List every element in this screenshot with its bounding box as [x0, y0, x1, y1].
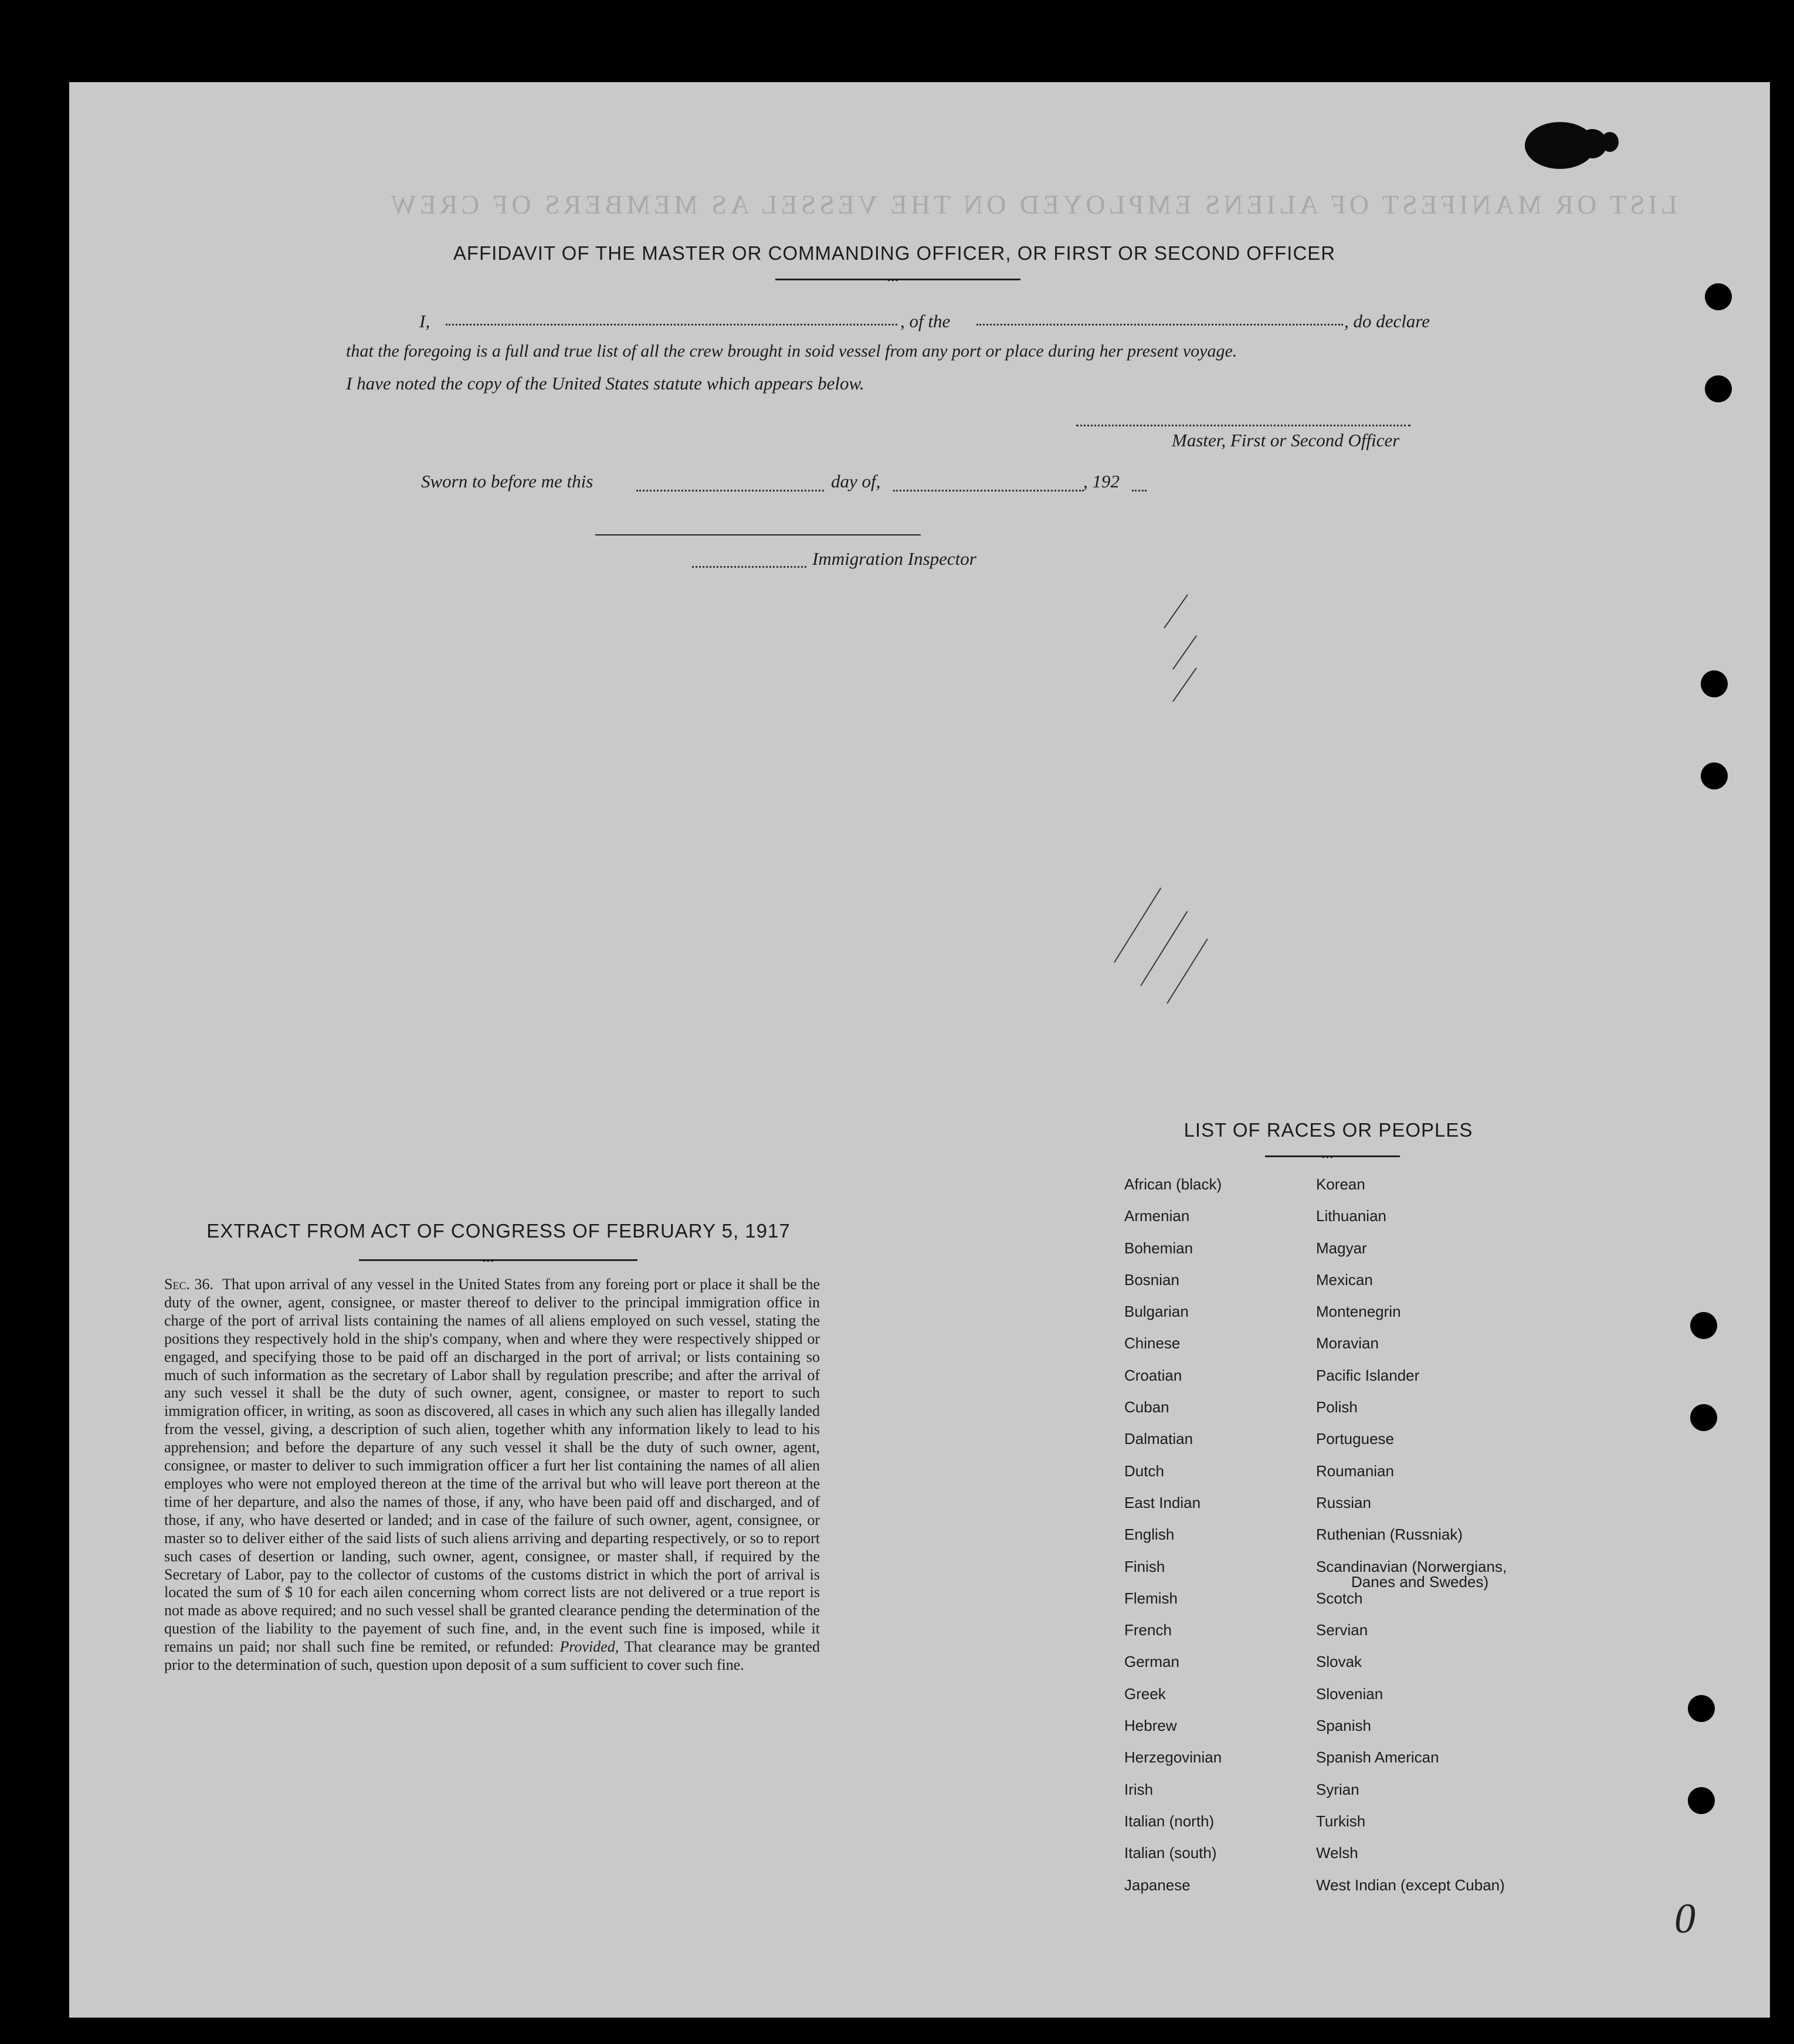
title-ornament-dots: •••: [887, 275, 900, 284]
vessel-blank[interactable]: [976, 317, 1343, 326]
inspector-name-blank[interactable]: [692, 559, 806, 568]
race-item: Scandinavian (Norwergians, Danes and Swedes): [1316, 1557, 1507, 1591]
affidavit-title: AFFIDAVIT OF THE MASTER OR COMMANDING OFFICER, OR FIRST OR SECOND OFFICER: [453, 242, 1336, 264]
race-item: Japanese: [1124, 1876, 1191, 1894]
race-item: Italian (north): [1124, 1812, 1215, 1830]
affidavit-line3: I have noted the copy of the United States statute which appears below.: [346, 373, 864, 394]
races-column-left: [1124, 1175, 1222, 1908]
race-item: Croatian: [1124, 1366, 1182, 1384]
races-title: LIST OF RACES OR PEOPLES: [1183, 1119, 1473, 1141]
race-item: Lithuanian: [1316, 1207, 1386, 1225]
sworn-year: , 192: [1083, 471, 1120, 491]
document-page: [69, 82, 1770, 2018]
extract-body: [164, 1276, 820, 1674]
affidavit-of-the: , of the: [900, 311, 951, 331]
title-ornament-rule: [359, 1259, 637, 1261]
proviso-word: Provided,: [559, 1638, 619, 1656]
race-item: African (black): [1124, 1175, 1222, 1193]
punch-hole: [1690, 1404, 1717, 1431]
race-item-continuation: Danes and Swedes): [1351, 1572, 1489, 1591]
race-item: Russian: [1316, 1493, 1371, 1511]
race-item: Spanish American: [1316, 1748, 1439, 1767]
race-item: Roumanian: [1316, 1462, 1394, 1480]
race-item: Italian (south): [1124, 1844, 1217, 1862]
title-ornament-dots: •••: [483, 1256, 495, 1265]
race-item: Cuban: [1124, 1398, 1169, 1416]
race-item: Spanish: [1316, 1717, 1371, 1735]
race-item: Finish: [1124, 1557, 1165, 1575]
race-item: East Indian: [1124, 1493, 1201, 1511]
race-item: Slovak: [1316, 1653, 1362, 1671]
race-item: Bosnian: [1124, 1270, 1179, 1289]
sworn-day-of: day of,: [831, 471, 881, 491]
scan-border-top: [0, 0, 1794, 82]
ink-blot: [1601, 132, 1619, 152]
race-item: Mexican: [1316, 1270, 1373, 1289]
master-signature-line[interactable]: [1076, 418, 1410, 426]
inspector-label: Immigration Inspector: [812, 548, 976, 569]
race-item: Pacific Islander: [1316, 1366, 1420, 1384]
sworn-year-blank[interactable]: [1132, 483, 1147, 491]
races-column-right: [1316, 1175, 1507, 1908]
race-item: Flemish: [1124, 1589, 1178, 1607]
race-item: Dutch: [1124, 1462, 1164, 1480]
sworn-prefix: Sworn to before me this: [421, 471, 594, 491]
race-item: Dalmatian: [1124, 1430, 1193, 1448]
inspector-signature-line[interactable]: [595, 534, 921, 535]
race-item: Portuguese: [1316, 1430, 1394, 1448]
race-item: Greek: [1124, 1684, 1166, 1703]
race-item: Moravian: [1316, 1334, 1379, 1353]
race-item: English: [1124, 1526, 1175, 1544]
punch-hole: [1701, 670, 1728, 697]
race-item: Montenegrin: [1316, 1303, 1401, 1321]
race-item: Irish: [1124, 1780, 1154, 1798]
race-item: Scotch: [1316, 1589, 1363, 1607]
race-item: Armenian: [1124, 1207, 1190, 1225]
race-item: Slovenian: [1316, 1684, 1383, 1703]
race-item: German: [1124, 1653, 1179, 1671]
race-item: Herzegovinian: [1124, 1748, 1222, 1767]
race-item: West Indian (except Cuban): [1316, 1876, 1505, 1894]
race-item: Syrian: [1316, 1780, 1359, 1798]
race-item: Magyar: [1316, 1239, 1367, 1257]
bleed-through-header: LIST OR MANIFEST OF ALIENS EMPLOYED ON THE VESSEL AS MEMBERS OF CREW: [387, 189, 1677, 219]
race-item: Chinese: [1124, 1334, 1181, 1353]
punch-hole: [1705, 375, 1732, 402]
name-blank[interactable]: [446, 317, 897, 326]
race-item: Polish: [1316, 1398, 1358, 1416]
race-item: Bulgarian: [1124, 1303, 1189, 1321]
extract-text-end: That clearance may be granted prior to the determination of such, question upon deposit of a sum sufficient to cover such fine.: [164, 1638, 820, 1674]
affidavit-i: I,: [419, 311, 430, 331]
race-item: Welsh: [1316, 1844, 1358, 1862]
master-signature-label: Master, First or Second Officer: [1172, 430, 1400, 450]
punch-hole: [1701, 762, 1728, 789]
punch-hole: [1705, 283, 1732, 310]
extract-title: EXTRACT FROM ACT OF CONGRESS OF FEBRUARY 5, 1917: [206, 1220, 791, 1242]
extract-text: That upon arrival of any vessel in the United States from any foreing port or place it shall be the duty of the owner, agent, consignee, or master thereof to deliver to the principal immigration office in charge of the port of arrival lists containing the names of all aliens employed on such vessel, stating the positions they respectively hold in the ship's company, when and where they were respectively shipped or engaged, and specifying those to be paid off an discharged in the port of arrival; or lists containing so much of such information as the secretary of Labor shall by regulation prescribe; and after the arrival of any such vessel it shall be the duty of such owner, agent, consignee, or master to report to such immigration officer, in writing, as soon as discovered, all cases in which any such alien has illegally landed from the vessel, giving, a description of such alien, together whith any information likely to lead to his apprehension; and before the departure of any such vessel it shall be the duty of such owner, agent, consignee, or master to deliver to such immigration officer a furt her list containing the names of all alien employes who were not employed thereon at the time of the arrival but who will leave port thereon at the time of her departure, and also the names of those, if any, who have been paid off and discharged, and of those, if any, who have deserted or landed; and in case of the failure of such owner, agent, consignee, or master so to deliver either of the said lists of such aliens arriving and departing respectively, or so to report such cases of desertion or landing, such owner, agent, consignee, or master shall, if required by the Secretary of Labor, pay to the collector of customs of the customs district in which the port of arrival is located the sum of $ 10 for each ailen concerning whom correct lists are not delivered or a true report is not made as above required; and no such vessel shall be granted clearance pending the determination of the question of the liability to the payement of such fine, and, in the event such fine is imposed, while it remains un paid; nor shall such fine be remited, or refunded:: [164, 1276, 820, 1656]
race-item: Hebrew: [1124, 1717, 1177, 1735]
race-item: Korean: [1316, 1175, 1365, 1193]
race-item: Ruthenian (Russniak): [1316, 1526, 1463, 1544]
punch-hole: [1688, 1695, 1715, 1722]
sworn-day-blank[interactable]: [636, 483, 824, 491]
section-label: Sec. 36.: [164, 1276, 213, 1293]
race-item: Turkish: [1316, 1812, 1366, 1830]
punch-hole: [1688, 1787, 1715, 1814]
race-item: Bohemian: [1124, 1239, 1193, 1257]
corner-pencil-mark: 0: [1674, 1895, 1695, 1942]
race-item: French: [1124, 1621, 1172, 1639]
affidavit-line2: that the foregoing is a full and true list of all the crew brought in soid vessel from any port or place during her present voyage.: [346, 341, 1237, 361]
punch-hole: [1690, 1312, 1717, 1339]
affidavit-declare: , do declare: [1344, 311, 1430, 331]
sworn-month-blank[interactable]: [893, 483, 1084, 491]
race-item: Servian: [1316, 1621, 1368, 1639]
title-ornament-dots: •••: [1322, 1152, 1334, 1161]
